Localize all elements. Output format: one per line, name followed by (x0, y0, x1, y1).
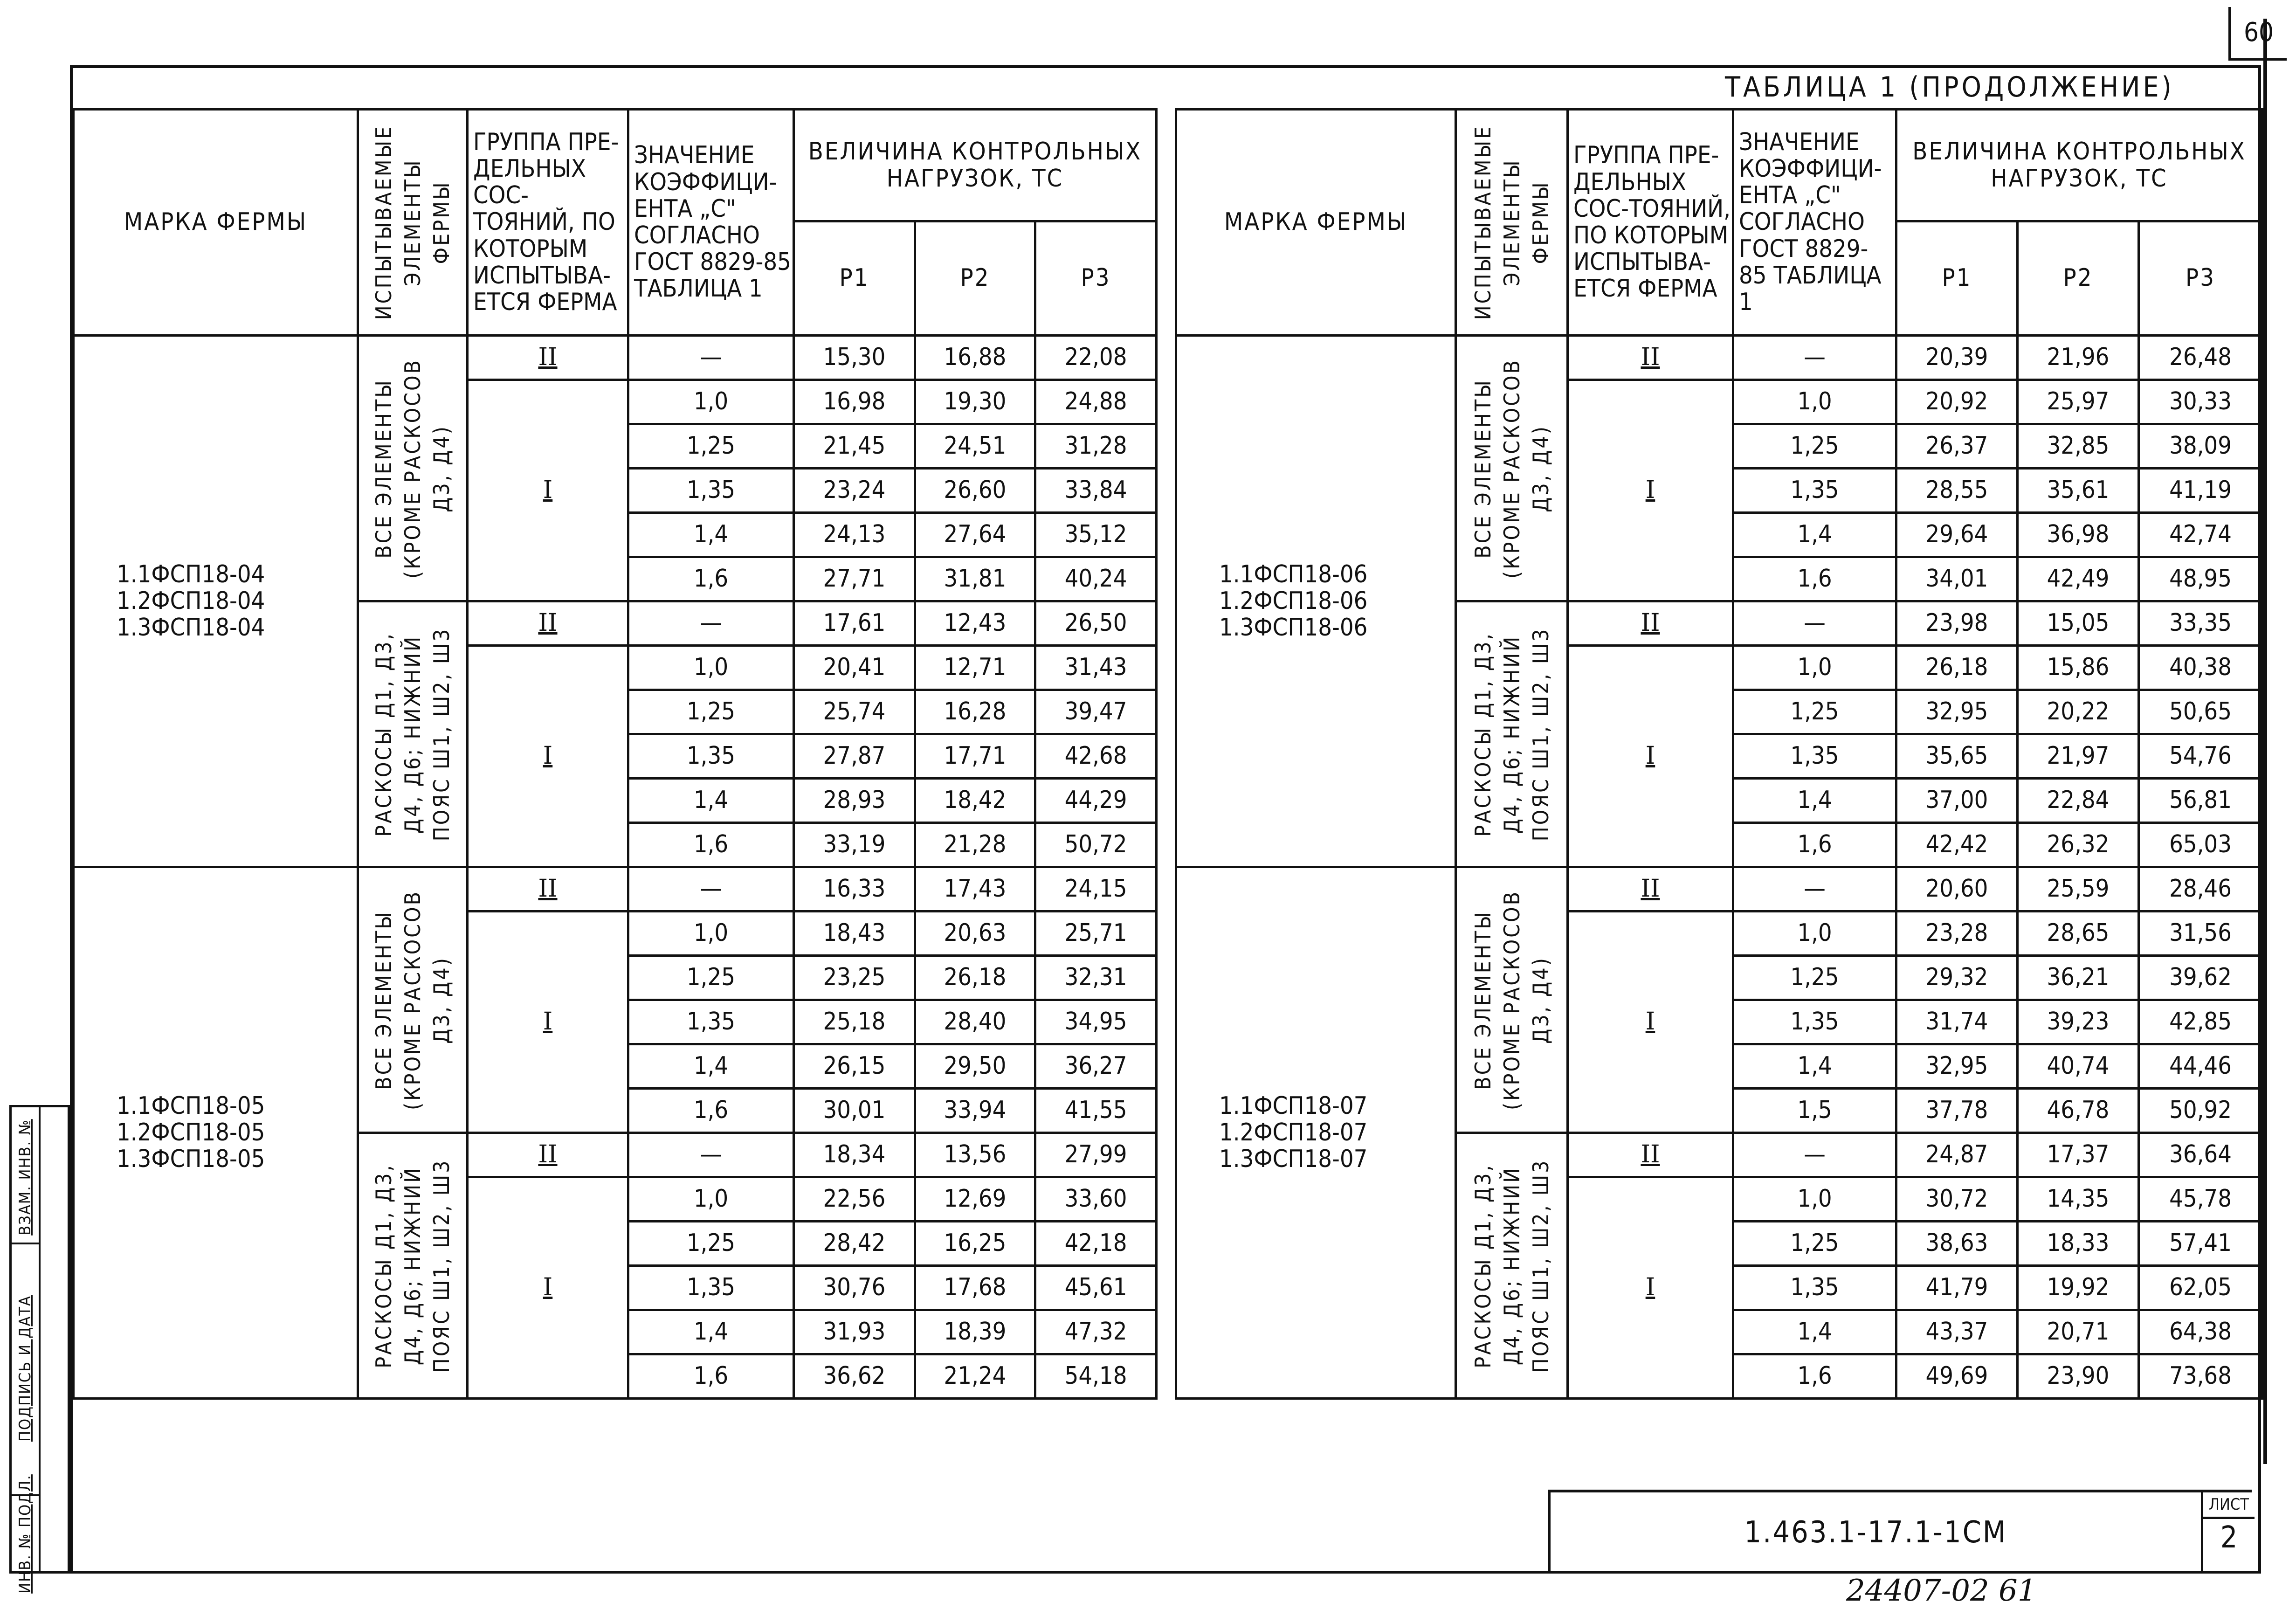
load-p1: 18,43 (794, 912, 915, 956)
truss-mark: 1.3ФСП18-04 (117, 614, 265, 642)
load-p3: 45,61 (1035, 1266, 1157, 1310)
tested-elements (1456, 1133, 1568, 1399)
load-p1: 21,45 (794, 424, 915, 469)
load-p3: 54,76 (2139, 734, 2262, 779)
load-p1: 29,32 (1896, 956, 2018, 1000)
load-p2: 12,71 (915, 646, 1035, 690)
load-p2: 42,49 (2018, 557, 2139, 601)
load-p2: 21,96 (2018, 336, 2139, 380)
coefficient-c: 1,35 (628, 1000, 794, 1044)
load-p2: 20,71 (2018, 1310, 2139, 1354)
load-p3: 27,99 (1035, 1133, 1157, 1177)
load-p3: 24,15 (1035, 867, 1157, 912)
load-p1: 37,00 (1896, 779, 2018, 823)
load-p3: 30,33 (2139, 380, 2262, 424)
header-p2: P2 (915, 221, 1035, 336)
load-p2: 25,97 (2018, 380, 2139, 424)
coefficient-c: 1,6 (1733, 1354, 1896, 1399)
header-p3: P3 (1035, 221, 1157, 336)
load-table-right (1175, 108, 2263, 1400)
load-p1: 43,37 (1896, 1310, 2018, 1354)
load-p3: 48,95 (2139, 557, 2262, 601)
load-p2: 26,18 (915, 956, 1035, 1000)
coefficient-c: 1,6 (628, 823, 794, 867)
load-p2: 23,90 (2018, 1354, 2139, 1399)
load-p2: 21,28 (915, 823, 1035, 867)
load-p3: 40,38 (2139, 646, 2262, 690)
load-p3: 39,62 (2139, 956, 2262, 1000)
tested-elements-text: ВСЕ ЭЛЕМЕНТЫ (КРОМЕ РАСКОСОВ Д3, Д4) (1470, 890, 1553, 1110)
load-p1: 31,93 (794, 1310, 915, 1354)
load-p1: 49,69 (1896, 1354, 2018, 1399)
load-p1: 20,39 (1896, 336, 2018, 380)
side-stamp-values (41, 1107, 70, 1571)
load-p3: 65,03 (2139, 823, 2262, 867)
load-p2: 36,21 (2018, 956, 2139, 1000)
coefficient-c: 1,0 (1733, 380, 1896, 424)
load-p3: 73,68 (2139, 1354, 2262, 1399)
coefficient-c: 1,4 (628, 779, 794, 823)
limit-state-group: I (468, 912, 628, 1133)
load-p3: 57,41 (2139, 1222, 2262, 1266)
load-p2: 14,35 (2018, 1177, 2139, 1222)
load-p3: 35,12 (1035, 513, 1157, 557)
limit-state-group: II (468, 336, 628, 380)
load-p1: 20,60 (1896, 867, 2018, 912)
load-p3: 36,64 (2139, 1133, 2262, 1177)
tested-elements (358, 601, 468, 867)
limit-state-group: I (468, 646, 628, 867)
load-p1: 16,98 (794, 380, 915, 424)
header-coefficient-c: ЗНАЧЕНИЕ КОЭФФИЦИ-ЕНТА „С" СОГЛАСНО ГОСТ 8829-85 ТАБЛИЦА 1 (628, 110, 794, 336)
truss-mark: 1.1ФСП18-04 (117, 560, 265, 588)
coefficient-c: 1,25 (628, 690, 794, 734)
truss-mark: 1.2ФСП18-05 (117, 1118, 265, 1146)
load-p2: 15,86 (2018, 646, 2139, 690)
load-p2: 17,71 (915, 734, 1035, 779)
load-p3: 41,55 (1035, 1089, 1157, 1133)
coefficient-c: 1,25 (1733, 1222, 1896, 1266)
load-p1: 36,62 (794, 1354, 915, 1399)
load-p2: 32,85 (2018, 424, 2139, 469)
limit-state-group: II (1568, 601, 1733, 646)
load-p1: 25,18 (794, 1000, 915, 1044)
coefficient-c: 1,35 (1733, 1000, 1896, 1044)
table-row (74, 867, 1157, 912)
document-code: 1.463.1-17.1-1СМ (1744, 1515, 2007, 1550)
load-p1: 17,61 (794, 601, 915, 646)
load-p2: 13,56 (915, 1133, 1035, 1177)
side-label-signature-date: ПОДПИСЬ И ДАТА (16, 1295, 34, 1442)
load-p1: 30,01 (794, 1089, 915, 1133)
coefficient-c: — (628, 1133, 794, 1177)
coefficient-c: 1,25 (1733, 424, 1896, 469)
limit-state-group: II (1568, 867, 1733, 912)
side-stamp (9, 1105, 70, 1594)
coefficient-c: 1,25 (628, 956, 794, 1000)
load-p1: 23,25 (794, 956, 915, 1000)
coefficient-c: — (628, 867, 794, 912)
header-limit-state-group: ГРУППА ПРЕ-ДЕЛЬНЫХ СОС-ТОЯНИЙ, ПО КОТОРЫМ ИСПЫТЫВА-ЕТСЯ ФЕРМА (468, 110, 628, 336)
limit-state-group: II (468, 1133, 628, 1177)
load-p1: 26,18 (1896, 646, 2018, 690)
truss-mark: 1.1ФСП18-07 (1219, 1091, 1368, 1120)
load-p1: 28,93 (794, 779, 915, 823)
limit-state-group: I (1568, 380, 1733, 601)
side-label-vzam-inv: ВЗАМ. ИНВ. № (16, 1119, 34, 1236)
limit-state-group: I (468, 1177, 628, 1399)
load-p1: 27,87 (794, 734, 915, 779)
coefficient-c: 1,0 (628, 912, 794, 956)
load-p2: 31,81 (915, 557, 1035, 601)
load-p2: 16,28 (915, 690, 1035, 734)
limit-state-group: I (1568, 646, 1733, 867)
tested-elements (358, 336, 468, 601)
truss-marks (1176, 867, 1456, 1399)
header-p3: P3 (2139, 221, 2262, 336)
right-border-rule (2263, 19, 2267, 1464)
header-mark: МАРКА ФЕРМЫ (74, 110, 358, 336)
load-p1: 15,30 (794, 336, 915, 380)
tested-elements-text: РАСКОСЫ Д1, Д3, Д4, Д6; НИЖНИЙ ПОЯС Ш1, Ш2, Ш3 (371, 1159, 455, 1373)
load-p3: 31,28 (1035, 424, 1157, 469)
load-p2: 27,64 (915, 513, 1035, 557)
tested-elements (1456, 601, 1568, 867)
coefficient-c: 1,6 (628, 1354, 794, 1399)
coefficient-c: 1,35 (1733, 734, 1896, 779)
side-label-inv-podl: ИНВ. № ПОДЛ. (16, 1474, 34, 1594)
load-p2: 39,23 (2018, 1000, 2139, 1044)
load-p2: 24,51 (915, 424, 1035, 469)
load-p3: 54,18 (1035, 1354, 1157, 1399)
load-p2: 40,74 (2018, 1044, 2139, 1089)
load-p3: 64,38 (2139, 1310, 2262, 1354)
coefficient-c: 1,4 (1733, 1044, 1896, 1089)
load-p3: 50,65 (2139, 690, 2262, 734)
coefficient-c: — (1733, 1133, 1896, 1177)
header-control-loads: ВЕЛИЧИНА КОНТРОЛЬНЫХ НАГРУЗОК, ТС (794, 110, 1157, 221)
load-p2: 18,39 (915, 1310, 1035, 1354)
sheet-label: ЛИСТ (2203, 1492, 2255, 1519)
header-coefficient-c: ЗНАЧЕНИЕ КОЭФФИЦИ-ЕНТА „С" СОГЛАСНО ГОСТ 8829-85 ТАБЛИЦА 1 (1733, 110, 1896, 336)
coefficient-c: 1,5 (1733, 1089, 1896, 1133)
load-p3: 28,46 (2139, 867, 2262, 912)
archive-number: 24407-02 61 (1846, 1574, 2037, 1608)
truss-mark: 1.2ФСП18-06 (1219, 587, 1368, 615)
header-tested-elements (358, 110, 468, 336)
load-p3: 42,18 (1035, 1222, 1157, 1266)
load-p3: 33,84 (1035, 469, 1157, 513)
load-p1: 41,79 (1896, 1266, 2018, 1310)
load-p2: 28,40 (915, 1000, 1035, 1044)
header-tested-elements-text: ИСПЫТЫВАЕМЫЕ ЭЛЕМЕНТЫ ФЕРМЫ (371, 124, 455, 320)
load-p1: 23,28 (1896, 912, 2018, 956)
load-p1: 26,37 (1896, 424, 2018, 469)
load-p1: 34,01 (1896, 557, 2018, 601)
title-block (1548, 1490, 2252, 1573)
load-p3: 34,95 (1035, 1000, 1157, 1044)
load-p1: 28,42 (794, 1222, 915, 1266)
load-p3: 62,05 (2139, 1266, 2262, 1310)
coefficient-c: — (628, 601, 794, 646)
load-p1: 23,98 (1896, 601, 2018, 646)
load-p2: 36,98 (2018, 513, 2139, 557)
load-p1: 23,24 (794, 469, 915, 513)
load-p1: 20,41 (794, 646, 915, 690)
load-p3: 40,24 (1035, 557, 1157, 601)
load-p2: 21,97 (2018, 734, 2139, 779)
tested-elements (1456, 336, 1568, 601)
coefficient-c: — (628, 336, 794, 380)
tested-elements (358, 867, 468, 1133)
load-p2: 25,59 (2018, 867, 2139, 912)
load-p3: 50,92 (2139, 1089, 2262, 1133)
limit-state-group: II (1568, 1133, 1733, 1177)
truss-mark: 1.3ФСП18-06 (1219, 614, 1368, 642)
load-p3: 22,08 (1035, 336, 1157, 380)
table-row (1176, 867, 2262, 912)
table-row (74, 336, 1157, 380)
load-p2: 19,92 (2018, 1266, 2139, 1310)
load-p3: 45,78 (2139, 1177, 2262, 1222)
load-p2: 12,69 (915, 1177, 1035, 1222)
coefficient-c: 1,4 (1733, 779, 1896, 823)
coefficient-c: 1,6 (1733, 557, 1896, 601)
load-p2: 16,88 (915, 336, 1035, 380)
coefficient-c: 1,25 (628, 424, 794, 469)
load-p1: 20,92 (1896, 380, 2018, 424)
load-p2: 15,05 (2018, 601, 2139, 646)
table-caption: ТАБЛИЦА 1 (ПРОДОЛЖЕНИЕ) (1725, 71, 2174, 104)
coefficient-c: 1,25 (1733, 956, 1896, 1000)
sheet-cell (2201, 1492, 2255, 1573)
header-mark: МАРКА ФЕРМЫ (1176, 110, 1456, 336)
coefficient-c: 1,35 (628, 469, 794, 513)
load-p1: 25,74 (794, 690, 915, 734)
load-p1: 26,15 (794, 1044, 915, 1089)
coefficient-c: 1,0 (628, 646, 794, 690)
tested-elements-text: РАСКОСЫ Д1, Д3, Д4, Д6; НИЖНИЙ ПОЯС Ш1, Ш2, Ш3 (1470, 1159, 1553, 1373)
tested-elements (1456, 867, 1568, 1133)
load-p2: 21,24 (915, 1354, 1035, 1399)
load-p1: 24,87 (1896, 1133, 2018, 1177)
load-p2: 18,33 (2018, 1222, 2139, 1266)
truss-mark: 1.3ФСП18-05 (117, 1145, 265, 1174)
coefficient-c: 1,4 (1733, 513, 1896, 557)
side-stamp-labels (12, 1107, 41, 1594)
header-p2: P2 (2018, 221, 2139, 336)
load-p3: 42,85 (2139, 1000, 2262, 1044)
tested-elements-text: РАСКОСЫ Д1, Д3, Д4, Д6; НИЖНИЙ ПОЯС Ш1, Ш2, Ш3 (371, 627, 455, 841)
load-p3: 26,50 (1035, 601, 1157, 646)
coefficient-c: — (1733, 601, 1896, 646)
load-p1: 37,78 (1896, 1089, 2018, 1133)
load-p2: 28,65 (2018, 912, 2139, 956)
load-p2: 17,43 (915, 867, 1035, 912)
coefficient-c: 1,0 (628, 380, 794, 424)
load-p3: 42,74 (2139, 513, 2262, 557)
tested-elements-text: ВСЕ ЭЛЕМЕНТЫ (КРОМЕ РАСКОСОВ Д3, Д4) (371, 358, 455, 579)
header-p1: P1 (1896, 221, 2018, 336)
limit-state-group: I (1568, 1177, 1733, 1399)
coefficient-c: 1,0 (1733, 912, 1896, 956)
side-divider (12, 1243, 39, 1244)
load-p2: 16,25 (915, 1222, 1035, 1266)
load-p2: 19,30 (915, 380, 1035, 424)
limit-state-group: II (1568, 336, 1733, 380)
coefficient-c: 1,4 (628, 1310, 794, 1354)
load-p3: 26,48 (2139, 336, 2262, 380)
load-p2: 22,84 (2018, 779, 2139, 823)
coefficient-c: 1,35 (1733, 1266, 1896, 1310)
load-p3: 47,32 (1035, 1310, 1157, 1354)
load-p1: 30,76 (794, 1266, 915, 1310)
tested-elements-text: ВСЕ ЭЛЕМЕНТЫ (КРОМЕ РАСКОСОВ Д3, Д4) (1470, 358, 1553, 579)
truss-marks (74, 336, 358, 867)
tested-elements-text: РАСКОСЫ Д1, Д3, Д4, Д6; НИЖНИЙ ПОЯС Ш1, Ш2, Ш3 (1470, 627, 1553, 841)
truss-mark: 1.1ФСП18-05 (117, 1091, 265, 1120)
limit-state-group: II (468, 601, 628, 646)
coefficient-c: 1,25 (628, 1222, 794, 1266)
load-p3: 31,43 (1035, 646, 1157, 690)
tested-elements-text: ВСЕ ЭЛЕМЕНТЫ (КРОМЕ РАСКОСОВ Д3, Д4) (371, 890, 455, 1110)
load-p3: 42,68 (1035, 734, 1157, 779)
corner-number: 60 (2228, 7, 2287, 61)
load-p1: 33,19 (794, 823, 915, 867)
load-p1: 35,65 (1896, 734, 2018, 779)
truss-marks (74, 867, 358, 1399)
load-p2: 26,32 (2018, 823, 2139, 867)
coefficient-c: 1,0 (1733, 1177, 1896, 1222)
truss-marks (1176, 336, 1456, 867)
load-p2: 46,78 (2018, 1089, 2139, 1133)
load-p3: 31,56 (2139, 912, 2262, 956)
truss-mark: 1.3ФСП18-07 (1219, 1145, 1368, 1174)
load-p3: 44,29 (1035, 779, 1157, 823)
load-p1: 24,13 (794, 513, 915, 557)
coefficient-c: 1,0 (628, 1177, 794, 1222)
load-p1: 38,63 (1896, 1222, 2018, 1266)
coefficient-c: — (1733, 867, 1896, 912)
load-p1: 16,33 (794, 867, 915, 912)
load-p3: 41,19 (2139, 469, 2262, 513)
load-p2: 12,43 (915, 601, 1035, 646)
load-p2: 17,68 (915, 1266, 1035, 1310)
load-p2: 33,94 (915, 1089, 1035, 1133)
load-p2: 20,63 (915, 912, 1035, 956)
limit-state-group: I (1568, 912, 1733, 1133)
limit-state-group: II (468, 867, 628, 912)
coefficient-c: 1,4 (1733, 1310, 1896, 1354)
tested-elements (358, 1133, 468, 1399)
header-tested-elements-text: ИСПЫТЫВАЕМЫЕ ЭЛЕМЕНТЫ ФЕРМЫ (1470, 124, 1553, 320)
load-p3: 25,71 (1035, 912, 1157, 956)
load-p3: 39,47 (1035, 690, 1157, 734)
load-p1: 31,74 (1896, 1000, 2018, 1044)
load-p3: 32,31 (1035, 956, 1157, 1000)
coefficient-c: 1,4 (628, 513, 794, 557)
coefficient-c: 1,6 (628, 1089, 794, 1133)
load-p1: 29,64 (1896, 513, 2018, 557)
load-table-left (72, 108, 1158, 1400)
load-p1: 42,42 (1896, 823, 2018, 867)
coefficient-c: 1,4 (628, 1044, 794, 1089)
load-p2: 20,22 (2018, 690, 2139, 734)
load-p2: 35,61 (2018, 469, 2139, 513)
load-p1: 32,95 (1896, 1044, 2018, 1089)
load-p3: 36,27 (1035, 1044, 1157, 1089)
coefficient-c: 1,6 (1733, 823, 1896, 867)
load-p3: 56,81 (2139, 779, 2262, 823)
truss-mark: 1.2ФСП18-04 (117, 587, 265, 615)
load-p3: 33,60 (1035, 1177, 1157, 1222)
load-p1: 30,72 (1896, 1177, 2018, 1222)
coefficient-c: 1,0 (1733, 646, 1896, 690)
truss-mark: 1.2ФСП18-07 (1219, 1118, 1368, 1146)
load-p1: 18,34 (794, 1133, 915, 1177)
load-p2: 29,50 (915, 1044, 1035, 1089)
load-p1: 27,71 (794, 557, 915, 601)
load-p1: 28,55 (1896, 469, 2018, 513)
load-p1: 22,56 (794, 1177, 915, 1222)
load-p2: 18,42 (915, 779, 1035, 823)
header-limit-state-group: ГРУППА ПРЕ-ДЕЛЬНЫХ СОС-ТОЯНИЙ, ПО КОТОРЫМ ИСПЫТЫВА-ЕТСЯ ФЕРМА (1568, 110, 1733, 336)
load-p3: 33,35 (2139, 601, 2262, 646)
sheet-number: 2 (2220, 1520, 2238, 1555)
header-control-loads: ВЕЛИЧИНА КОНТРОЛЬНЫХ НАГРУЗОК, ТС (1896, 110, 2262, 221)
coefficient-c: — (1733, 336, 1896, 380)
coefficient-c: 1,6 (628, 557, 794, 601)
load-p2: 26,60 (915, 469, 1035, 513)
load-p3: 50,72 (1035, 823, 1157, 867)
load-p3: 44,46 (2139, 1044, 2262, 1089)
limit-state-group: I (468, 380, 628, 601)
load-p3: 38,09 (2139, 424, 2262, 469)
coefficient-c: 1,35 (1733, 469, 1896, 513)
truss-mark: 1.1ФСП18-06 (1219, 560, 1368, 588)
load-p2: 17,37 (2018, 1133, 2139, 1177)
load-p1: 32,95 (1896, 690, 2018, 734)
coefficient-c: 1,25 (1733, 690, 1896, 734)
load-p3: 24,88 (1035, 380, 1157, 424)
header-p1: P1 (794, 221, 915, 336)
header-tested-elements (1456, 110, 1568, 336)
table-row (1176, 336, 2262, 380)
coefficient-c: 1,35 (628, 1266, 794, 1310)
coefficient-c: 1,35 (628, 734, 794, 779)
